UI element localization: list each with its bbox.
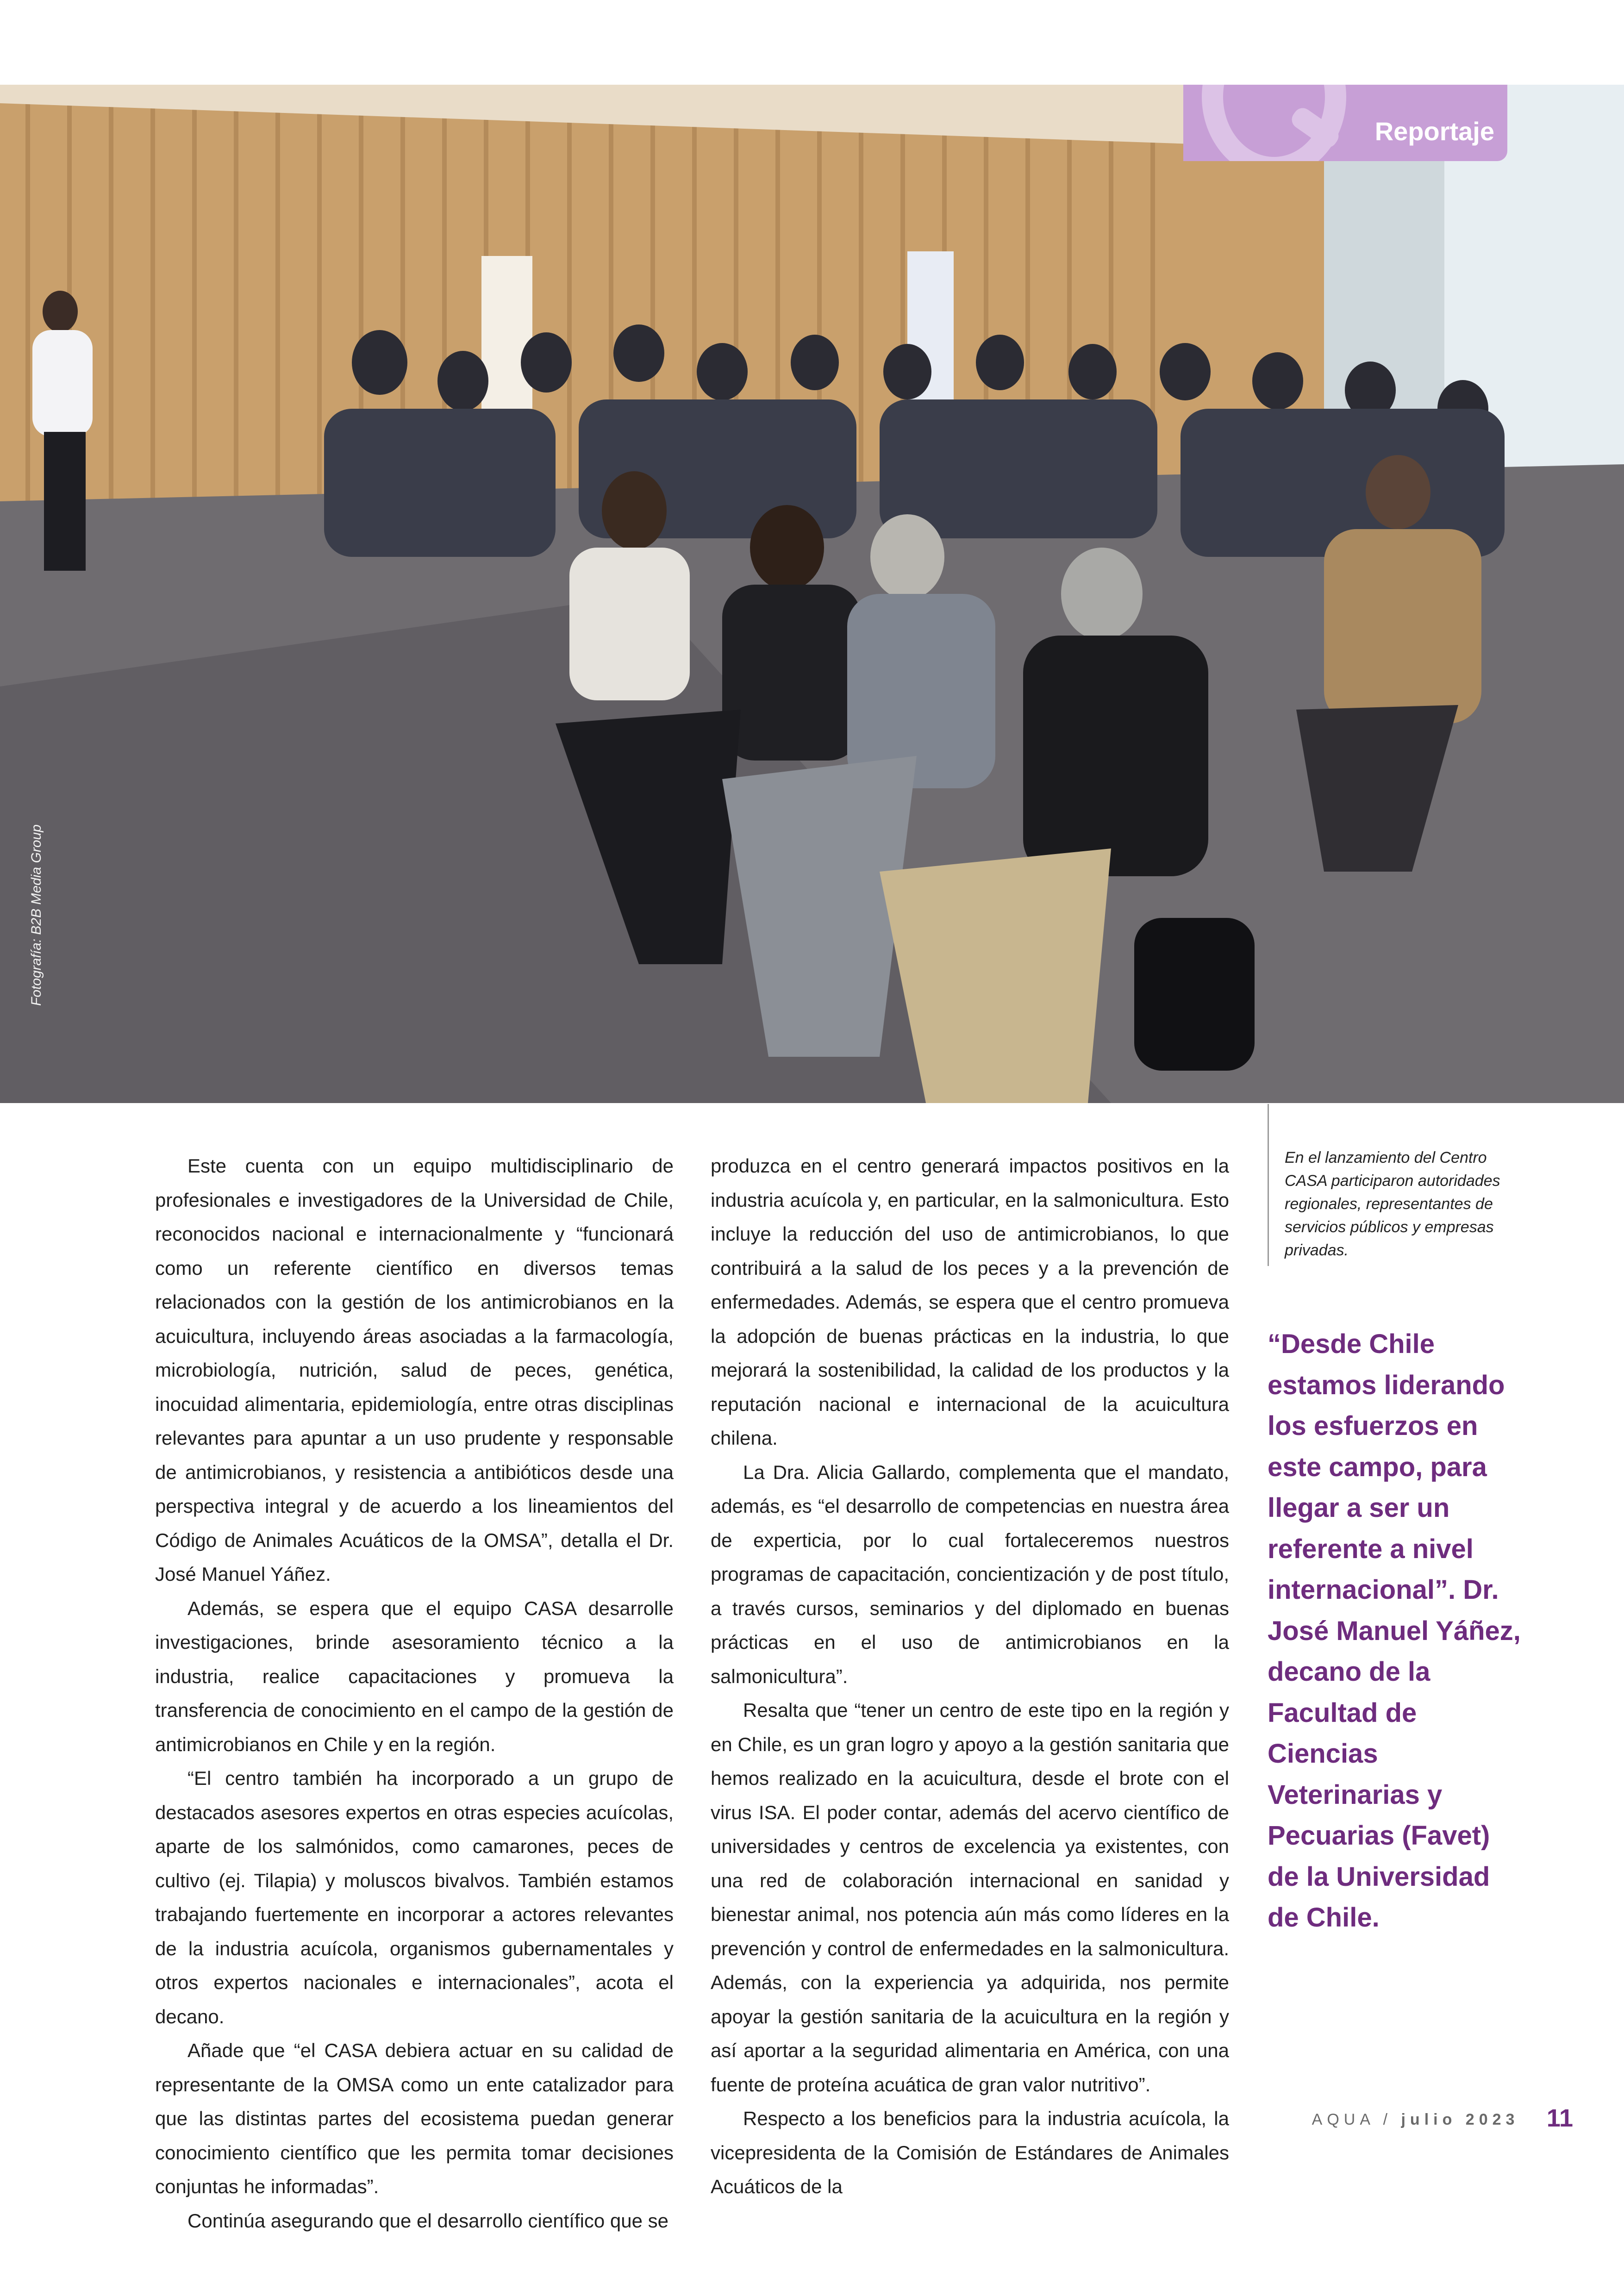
paragraph: produzca en el centro generará impactos positivos en la industria acuícola y, en particular, en la salmonicultura. Esto incluye la reducción del uso de antimicrobianos, lo que contribuirá a la salud de los peces y a la prevención de enfermedades. Además, se espera que el centro promueva la adopción de buenas prácticas en la industria, lo que mejorará la sostenibilidad, la calidad de los productos y la reputación nacional e internacional de la acuicultura chilena. [711, 1155, 1229, 1449]
issue-date: julio 2023 [1401, 2111, 1519, 2128]
pull-quote: “Desde Chile estamos liderando los esfuerzos en este campo, para llegar a ser un referente a nivel internacional”. Dr. José Manuel Yáñez, decano de la Facultad de Ciencias Veterinarias y Pecuarias (Favet) de la Universidad de Chile. [1268, 1329, 1521, 1933]
section-label: Reportaje [1374, 117, 1494, 146]
paragraph: Añade que “el CASA debiera actuar en su calidad de representante de la OMSA como un ente catalizador para que las distintas partes del ecosistema puedan generar conocimiento científico que les permita tomar decisiones conjuntas he informadas”. [155, 2039, 674, 2197]
page-footer [1312, 2104, 1573, 2133]
event-photo [0, 85, 1624, 1103]
paragraph: “El centro también ha incorporado a un grupo de destacados asesores expertos en otras especies acuícolas, aparte de los salmónidos, como camarones, peces de cultivo (ej. Tilapia) y moluscos bivalvos. También estamos trabajando fuertemente en incorporar a actores relevantes de la industria acuícola, organismos gubernamentales y otros expertos nacionales e internacionales”, acota el decano. [155, 1767, 674, 2027]
paragraph: Respecto a los beneficios para la industria acuícola, la vicepresidenta de la Comisión de Estándares de Animales Acuáticos de la [711, 2108, 1229, 2197]
body-column-2 [711, 1149, 1229, 2204]
paragraph: Resalta que “tener un centro de este tipo en la región y en Chile, es un gran logro y apoyo a la gestión sanitaria que hemos realizado en la acuicultura, desde el brote con el virus ISA. El poder contar, además del acervo científico de universidades y centros de excelencia ya existentes, con una red de colaboración internacional en sanidad y bienestar animal, nos potencia aún más como líderes en la prevención y control de enfermedades en la salmonicultura. Además, con la experiencia ya adquirida, nos permite apoyar la gestión sanitaria de la acuicultura en la región y así aportar a la seguridad alimentaria en América, con una fuente de proteína acuática de gran valor nutritivo”. [711, 1699, 1229, 2095]
caption-divider [1268, 1104, 1269, 1266]
footer-separator: / [1383, 2111, 1393, 2128]
paragraph: Además, se espera que el equipo CASA desarrolle investigaciones, brinde asesoramiento técnico a la industria, realice capacitaciones y promueva la transferencia de conocimiento en el campo de la gestión de antimicrobianos en Chile y en la región. [155, 1597, 674, 1755]
paragraph: Este cuenta con un equipo multidisciplinario de profesionales e investigadores de la Universidad de Chile, reconocidos nacional e internacionalmente y “funcionará como un referente científico en diversos temas relacionados con la gestión de los antimicrobianos en la acuicultura, incluyendo áreas asociadas a la farmacología, microbiología, nutrición, salud de peces, genética, inocuidad alimentaria, epidemiología, entre otras disciplinas relevantes para apuntar a un uso prudente y responsable de antimicrobianos, y resistencia a antibióticos desde una perspectiva integral y de acuerdo a los lineamientos del Código de Animales Acuáticos de la OMSA”, detalla el Dr. José Manuel Yáñez. [155, 1155, 674, 1585]
photo-caption: En el lanzamiento del Centro CASA participaron autoridades regionales, representantes de servicios públicos y empresas privadas. [1285, 1149, 1500, 1259]
paragraph: La Dra. Alicia Gallardo, complementa que el mandato, además, es “el desarrollo de competencias en nuestra área de experticia, por lo cual fortaleceremos nuestros programas de capacitación, concientización y de post título, a través cursos, seminarios y del diplomado en buenas prácticas en el uso de antimicrobianos en la salmonicultura”. [711, 1461, 1229, 1687]
section-tab [1183, 85, 1507, 161]
magazine-name: AQUA [1312, 2111, 1374, 2128]
body-column-1 [155, 1149, 674, 2238]
paragraph: Continúa asegurando que el desarrollo científico que se [187, 2209, 669, 2232]
audience-photo-illustration [0, 85, 1624, 1103]
photo-credit: Fotografía: B2B Media Group [29, 824, 44, 1006]
page-number: 11 [1546, 2104, 1573, 2132]
